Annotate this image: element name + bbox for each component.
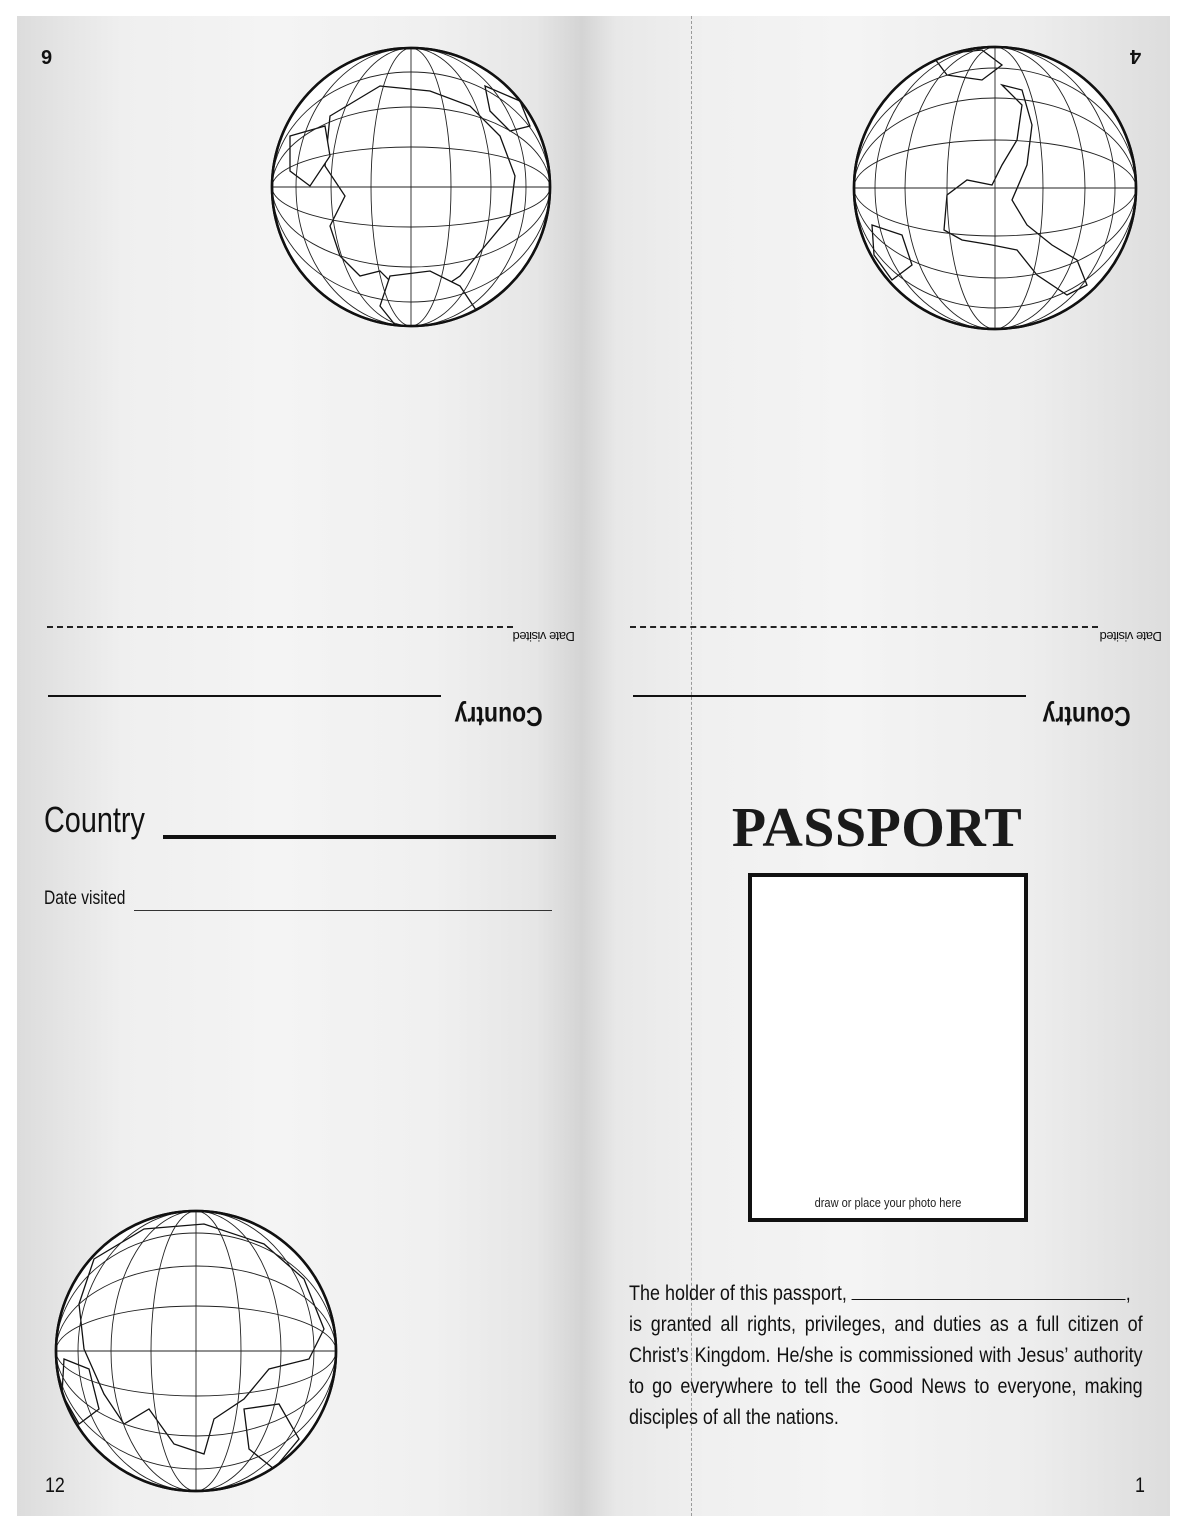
date-visited-dashed-line (47, 626, 513, 628)
photo-box (748, 873, 1028, 1222)
passport-title: PASSPORT (731, 797, 1023, 859)
globe-icon (54, 1209, 338, 1493)
country-label: Country (1042, 701, 1131, 732)
page-number-12: 12 (45, 1474, 65, 1497)
page-number-4: 4 (1130, 45, 1142, 67)
photo-caption: draw or place your photo here (814, 1195, 962, 1210)
globe-icon (270, 46, 552, 328)
holder-text-end: , (1125, 1282, 1131, 1305)
country-line (48, 695, 441, 697)
page-number-1: 1 (1135, 1474, 1145, 1497)
date-visited-label: Date visited (44, 888, 126, 909)
holder-statement (629, 1278, 1143, 1433)
holder-name-line (852, 1281, 1126, 1300)
date-visited-label: Date visited (1100, 629, 1162, 644)
date-visited-line (134, 910, 552, 911)
country-line (163, 835, 556, 839)
globe-icon (852, 45, 1138, 331)
holder-text-start: The holder of this passport, (629, 1282, 847, 1305)
country-label: Country (44, 799, 145, 840)
page-number-6: 6 (41, 45, 53, 67)
holder-first-line (629, 1278, 1143, 1309)
holder-text-body: is granted all rights, privileges, and duties as a full citizen of Christ’s Kingdom. He/she is commissioned with Jesus’ authority to go everywhere to tell the Good News to everyone, making disciples of all the nations. (629, 1313, 1143, 1429)
country-line (633, 695, 1026, 697)
date-visited-dashed-line (630, 626, 1098, 628)
country-label: Country (454, 701, 543, 732)
date-visited-label: Date visited (513, 629, 575, 644)
booklet-sheet (17, 16, 1170, 1516)
